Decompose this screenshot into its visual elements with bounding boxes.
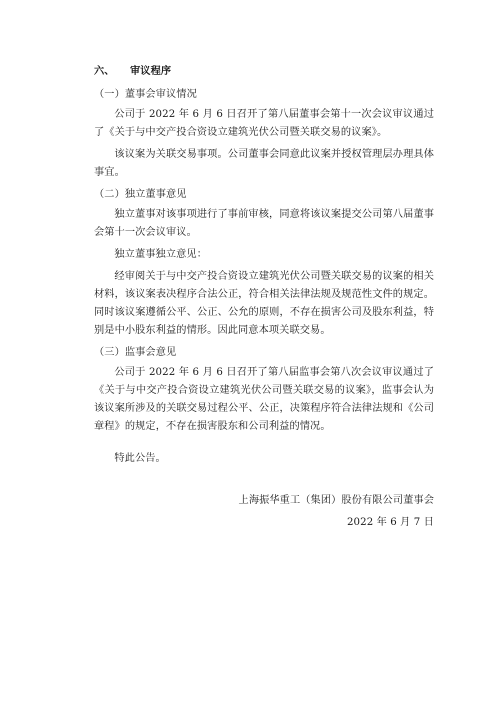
signature-company: 上海振华重工（集团）股份有限公司董事会 xyxy=(238,495,434,506)
paragraph: 经审阅关于与中交产投合资设立建筑光伏公司暨关联交易的议案的相关材料，该议案表决程序合法公正，符合相关法律法规及规范性文件的规定。同时该议案遵循公平、公正、公允的原则，不存在损害公司及股东利益，特别是中小股东利益的情形。因此同意本项关联交易。 xyxy=(94,271,434,336)
paragraph: 公司于 2022 年 6 月 6 日召开了第八届董事会第十一次会议审议通过了《关于与中交产投合资设立建筑光伏公司暨关联交易的议案》。 xyxy=(94,109,434,138)
paragraph: 公司于 2022 年 6 月 6 日召开了第八届监事会第八次会议审议通过了《关于与中交产投合资设立建筑光伏公司暨关联交易的议案》，监事会认为该议案所涉及的关联交易过程公平、公正，决策程序符合法律法规和《公司章程》的规定，不存在损害股东和公司利益的情况。 xyxy=(94,367,434,432)
section-number: 六、 xyxy=(94,65,115,77)
paragraph: 独立董事独立意见： xyxy=(114,249,207,260)
subsection-title-supervisors: （三）监事会意见 xyxy=(94,347,177,358)
paragraph: 独立董事对该事项进行了事前审核，同意将该议案提交公司第八届董事会第十一次会议审议。 xyxy=(94,209,434,238)
document-body xyxy=(94,62,434,534)
closing-statement: 特此公告。 xyxy=(114,453,166,464)
section-heading xyxy=(94,62,434,80)
subsection-title-independent-directors: （二）独立董事意见 xyxy=(94,189,187,200)
subsection-title-board: （一）董事会审议情况 xyxy=(94,89,197,100)
section-title: 审议程序 xyxy=(130,65,172,77)
signature-block xyxy=(94,490,434,534)
paragraph: 该议案为关联交易事项。公司董事会同意此议案并授权管理层办理具体事宜。 xyxy=(94,149,434,178)
signature-date: 2022 年 6 月 7 日 xyxy=(346,517,434,528)
